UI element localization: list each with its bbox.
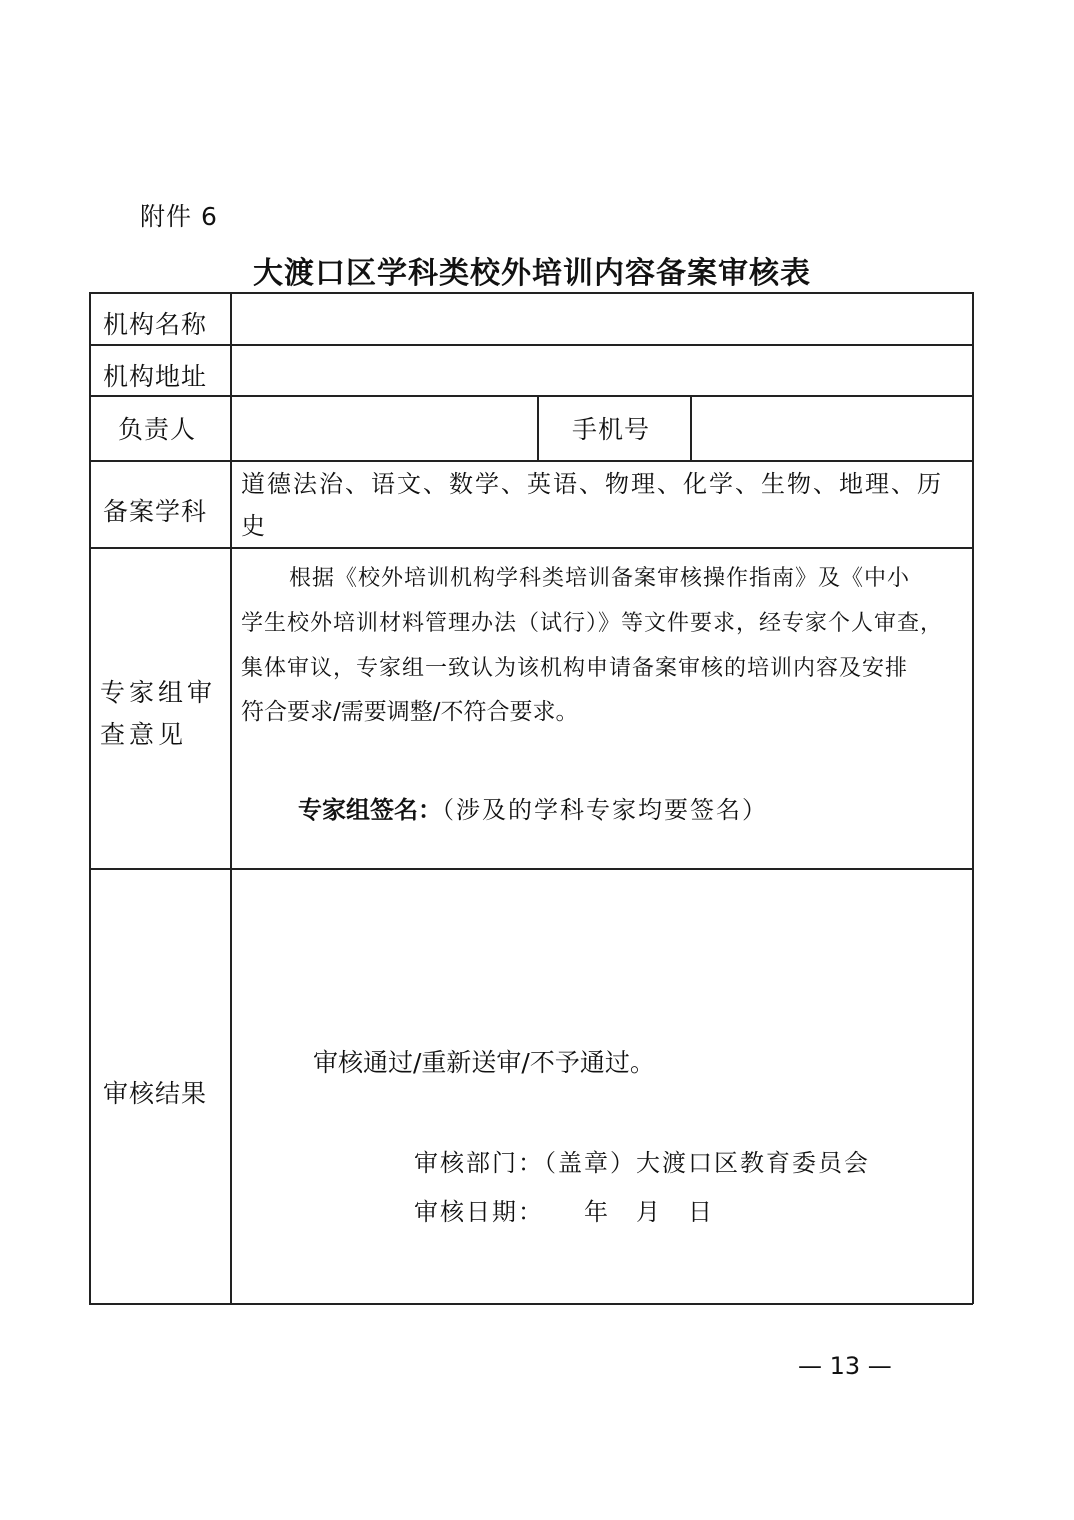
label-column-divider (230, 292, 232, 1304)
subjects-value: 道德法治、语文、数学、英语、物理、化学、生物、地理、历史 (241, 470, 943, 540)
expert-opinion-label: 专家组审查意见 (100, 678, 217, 749)
expert-paragraph-line: 集体审议，专家组一致认为该机构申请备案审核的培训内容及安排 (241, 656, 909, 681)
audit-result-label: 审核结果 (103, 1079, 208, 1108)
table-border-top (89, 292, 973, 294)
org-address-label: 机构地址 (103, 362, 208, 391)
phone-divider-right (690, 395, 692, 461)
document-title: 大渡口区学科类校外培训内容备案审核表 (253, 256, 811, 291)
row-divider (89, 460, 973, 462)
phone-label: 手机号 (572, 415, 651, 444)
audit-date-line: 审核日期： 年 月 日 (414, 1198, 714, 1226)
expert-signature-line (298, 788, 958, 833)
row-divider (89, 344, 973, 346)
result-options: 审核通过/重新送审/不予通过。 (313, 1048, 655, 1077)
expert-paragraph-line: 学生校外培训材料管理办法（试行）》等文件要求，经专家个人审查， (241, 611, 944, 636)
row-divider (89, 395, 973, 397)
expert-signature-note: （涉及的学科专家均要签名） (442, 796, 768, 824)
row-divider (89, 868, 973, 870)
page-number: — 13 — (798, 1352, 892, 1380)
phone-divider-left (537, 395, 539, 461)
attachment-label: 附件 6 (140, 202, 218, 231)
expert-signature-label: 专家组签名： (298, 796, 442, 824)
row-divider (89, 547, 973, 549)
expert-opinion-paragraph (241, 556, 965, 691)
table-border-bottom (89, 1303, 973, 1305)
person-in-charge-label: 负责人 (118, 415, 197, 444)
expert-options: 符合要求/需要调整/不符合要求。 (241, 699, 579, 725)
table-border-left (89, 292, 91, 1304)
expert-paragraph-line: 根据《校外培训机构学科类培训备案审核操作指南》及《中小 (289, 566, 911, 591)
audit-department-line: 审核部门：（盖章）大渡口区教育委员会 (414, 1149, 870, 1177)
table-border-right (972, 292, 974, 1304)
org-name-label: 机构名称 (103, 310, 208, 339)
subjects-label: 备案学科 (103, 497, 208, 526)
